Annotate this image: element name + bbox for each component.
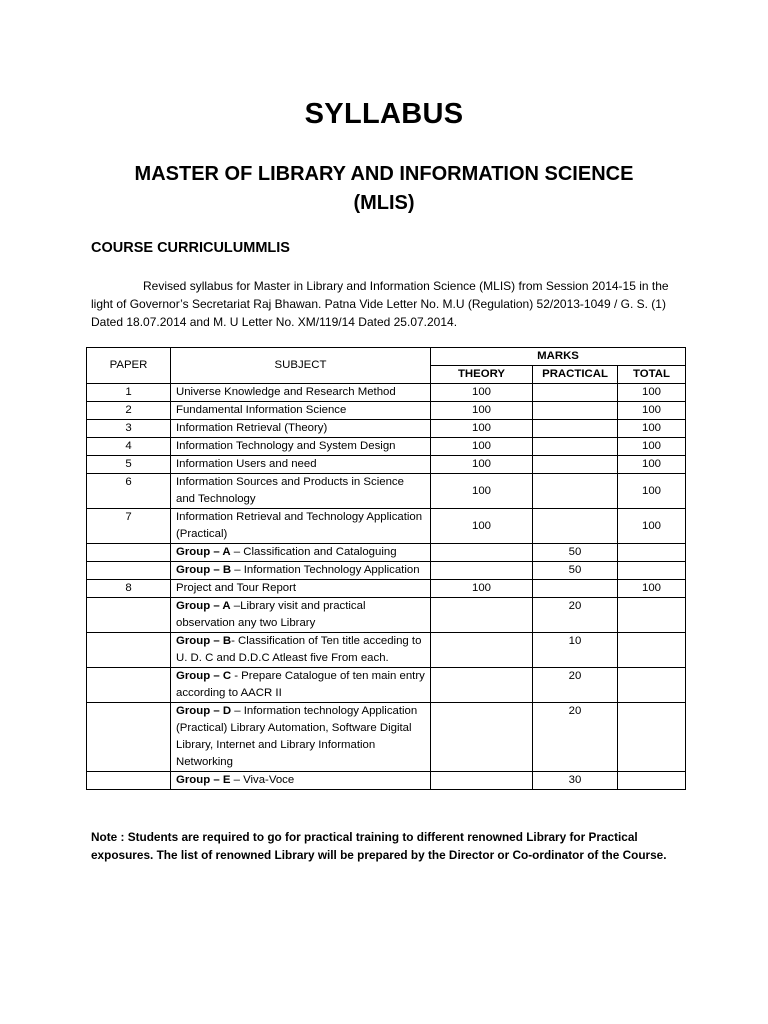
group-label: Group – B [176, 564, 232, 576]
cell-total: 100 [618, 438, 686, 456]
group-description: – Viva-Voce [230, 774, 295, 786]
cell-practical: 20 [533, 668, 618, 703]
table-row [87, 509, 686, 544]
cell-paper: 8 [87, 580, 171, 598]
cell-theory: 100 [431, 474, 533, 509]
cell-theory [431, 562, 533, 580]
table-row [87, 544, 686, 562]
cell-subject [171, 544, 431, 562]
cell-practical [533, 580, 618, 598]
intro-paragraph: Revised syllabus for Master in Library and Information Science (MLIS) from Session 2014-15 in the light of Governor’s Secretariat Raj Bhawan. Patna Vide Letter No. M.U (Regulation) 52/2013-1049 / G. S. (1) Dated 18.07.2014 and M. U Letter No. XM/119/14 Dated 25.07.2014. [91, 279, 669, 329]
cell-theory [431, 544, 533, 562]
header-theory: THEORY [431, 366, 533, 384]
cell-practical: 20 [533, 703, 618, 772]
cell-total: 100 [618, 402, 686, 420]
cell-theory [431, 668, 533, 703]
table-row [87, 384, 686, 402]
cell-practical [533, 402, 618, 420]
cell-total: 100 [618, 474, 686, 509]
table-row [87, 402, 686, 420]
cell-practical: 10 [533, 633, 618, 668]
table-row [87, 703, 686, 772]
table-body [87, 384, 686, 790]
cell-paper [87, 668, 171, 703]
cell-total [618, 544, 686, 562]
table-row [87, 420, 686, 438]
cell-paper [87, 703, 171, 772]
header-paper: PAPER [87, 348, 171, 384]
cell-paper: 4 [87, 438, 171, 456]
cell-subject [171, 562, 431, 580]
table-row [87, 668, 686, 703]
header-practical: PRACTICAL [533, 366, 618, 384]
cell-practical [533, 438, 618, 456]
header-total: TOTAL [618, 366, 686, 384]
cell-theory [431, 598, 533, 633]
cell-practical: 30 [533, 772, 618, 790]
section-heading: COURSE CURRICULUMMLIS [91, 240, 290, 256]
subtitle-line-1: MASTER OF LIBRARY AND INFORMATION SCIENCE [134, 163, 634, 185]
document-title: SYLLABUS [304, 98, 464, 130]
cell-paper: 6 [87, 474, 171, 509]
cell-subject: Project and Tour Report [171, 580, 431, 598]
cell-practical [533, 474, 618, 509]
cell-practical [533, 420, 618, 438]
cell-subject: Information Technology and System Design [171, 438, 431, 456]
header-marks: MARKS [431, 348, 686, 366]
cell-paper: 5 [87, 456, 171, 474]
syllabus-table [86, 347, 686, 790]
subtitle-line-2: (MLIS) [353, 192, 415, 214]
cell-theory [431, 633, 533, 668]
cell-theory: 100 [431, 456, 533, 474]
group-label: Group – E [176, 774, 231, 786]
cell-total: 100 [618, 509, 686, 544]
cell-paper: 1 [87, 384, 171, 402]
cell-paper [87, 633, 171, 668]
cell-theory: 100 [431, 509, 533, 544]
cell-paper: 7 [87, 509, 171, 544]
cell-total: 100 [618, 580, 686, 598]
cell-practical [533, 384, 618, 402]
table-row [87, 598, 686, 633]
cell-theory: 100 [431, 420, 533, 438]
cell-total [618, 772, 686, 790]
cell-theory: 100 [431, 384, 533, 402]
header-subject: SUBJECT [171, 348, 431, 384]
cell-practical: 50 [533, 562, 618, 580]
table-row [87, 562, 686, 580]
group-label: Group – D [176, 705, 232, 717]
cell-total [618, 562, 686, 580]
cell-total [618, 633, 686, 668]
table-row [87, 772, 686, 790]
cell-practical: 20 [533, 598, 618, 633]
cell-total: 100 [618, 456, 686, 474]
cell-paper: 3 [87, 420, 171, 438]
table-row [87, 633, 686, 668]
cell-practical: 50 [533, 544, 618, 562]
cell-paper [87, 544, 171, 562]
group-description: - Prepare Catalogue of ten main entry according to AACR II [176, 670, 425, 699]
cell-subject: Information Retrieval (Theory) [171, 420, 431, 438]
cell-subject [171, 598, 431, 633]
cell-total: 100 [618, 384, 686, 402]
group-description: - Classification of Ten title acceding to U. D. C and D.D.C Atleast five From each. [176, 635, 422, 664]
group-label: Group – C [176, 670, 232, 682]
cell-subject: Universe Knowledge and Research Method [171, 384, 431, 402]
cell-paper [87, 562, 171, 580]
cell-subject: Information Retrieval and Technology Application (Practical) [171, 509, 431, 544]
cell-practical [533, 456, 618, 474]
cell-subject [171, 772, 431, 790]
group-label: Group – A [176, 600, 231, 612]
group-description: –Library visit and practical observation any two Library [176, 600, 366, 629]
cell-subject [171, 703, 431, 772]
cell-theory [431, 772, 533, 790]
group-label: Group – B [176, 635, 232, 647]
cell-subject: Information Sources and Products in Science and Technology [171, 474, 431, 509]
table-row [87, 456, 686, 474]
cell-total [618, 598, 686, 633]
cell-subject: Fundamental Information Science [171, 402, 431, 420]
group-label: Group – A [176, 546, 231, 558]
group-description: – Information technology Application (Practical) Library Automation, Software Digital Library, Internet and Library Information Networking [176, 705, 418, 768]
group-description: – Classification and Cataloguing [230, 546, 397, 558]
table-row [87, 438, 686, 456]
cell-subject [171, 633, 431, 668]
cell-paper: 2 [87, 402, 171, 420]
cell-theory: 100 [431, 438, 533, 456]
group-description: – Information Technology Application [231, 564, 420, 576]
cell-practical [533, 509, 618, 544]
cell-subject: Information Users and need [171, 456, 431, 474]
cell-paper [87, 598, 171, 633]
document-subtitle [60, 160, 708, 218]
cell-total [618, 668, 686, 703]
cell-theory: 100 [431, 402, 533, 420]
note-text: Note : Students are required to go for practical training to different renowned Library for Practical exposures. The list of renowned Library will be prepared by the Director or Co-ordinator of the Course. [91, 830, 667, 862]
cell-theory [431, 703, 533, 772]
cell-paper [87, 772, 171, 790]
cell-subject [171, 668, 431, 703]
cell-theory: 100 [431, 580, 533, 598]
cell-total [618, 703, 686, 772]
table-row [87, 580, 686, 598]
table-row [87, 474, 686, 509]
cell-total: 100 [618, 420, 686, 438]
